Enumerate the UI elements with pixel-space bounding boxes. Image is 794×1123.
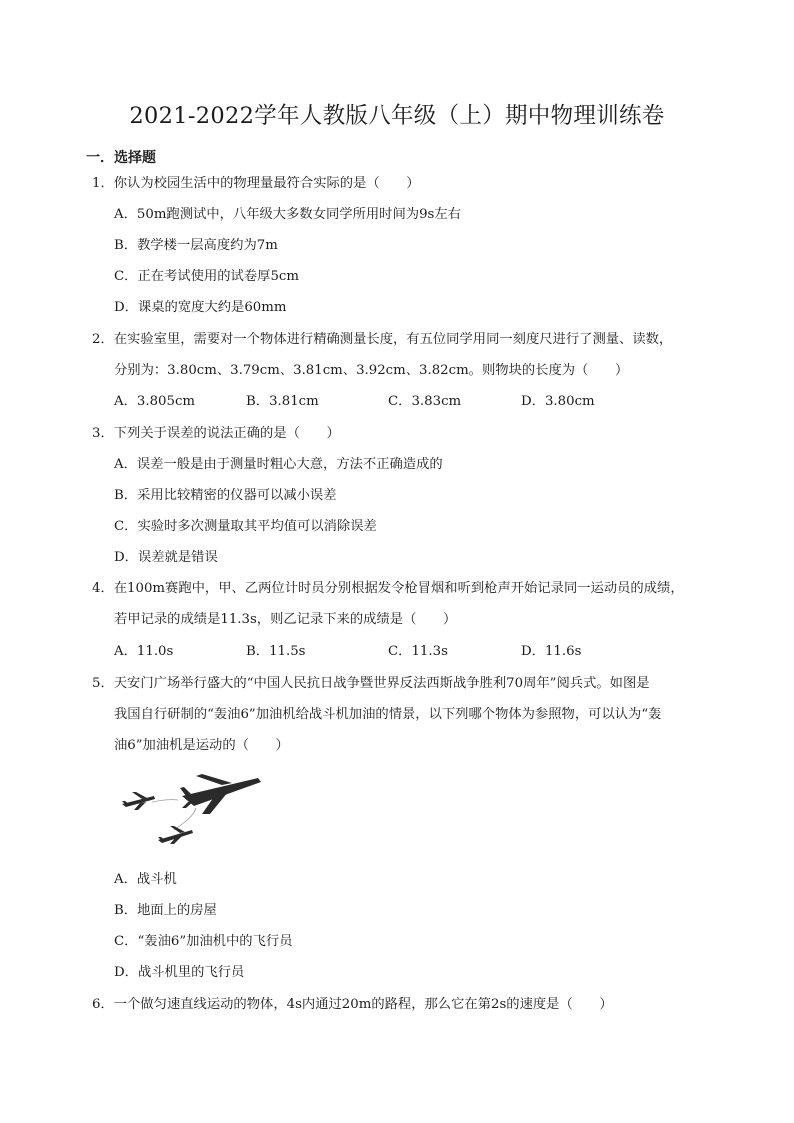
question-4-stem-line-2: 若甲记录的成绩是11.3s，则乙记录下来的成绩是（ ） (114, 612, 457, 627)
question-2-option-a: A．3.805cm (114, 394, 196, 409)
question-2-option-b: B．3.81cm (246, 394, 319, 409)
question-3-option-d: D．误差就是错误 (114, 550, 218, 565)
section-heading: 一．选择题 (86, 150, 156, 166)
question-2-option-d: D．3.80cm (521, 394, 595, 409)
question-4-option-a: A．11.0s (114, 644, 174, 659)
question-4-option-d: D．11.6s (521, 644, 582, 659)
refueling-aircraft-icon (118, 770, 264, 846)
question-1-option-c: C．正在考试使用的试卷厚5cm (114, 269, 299, 284)
question-2-stem-line-1: 2．在实验室里，需要对一个物体进行精确测量长度，有五位同学用同一刻度尺进行了测量、读数， (92, 332, 673, 347)
question-1-stem: 1．你认为校园生活中的物理量最符合实际的是（ ） (92, 176, 420, 191)
question-2-stem-line-2: 分别为：3.80cm、3.79cm、3.81cm、3.92cm、3.82cm。则物块的长度为（ ） (114, 363, 629, 378)
question-3-option-b: B．采用比较精密的仪器可以减小误差 (114, 488, 337, 503)
question-3-option-a: A．误差一般是由于测量时粗心大意，方法不正确造成的 (114, 457, 443, 472)
question-1-option-b: B．教学楼一层高度约为7m (114, 238, 278, 253)
question-5-stem-line-3: 油6”加油机是运动的（ ） (114, 738, 289, 753)
question-4-stem-line-1: 4．在100m赛跑中，甲、乙两位计时员分别根据发令枪冒烟和听到枪声开始记录同一运动员的成绩， (92, 581, 684, 596)
question-5-stem-line-1: 5．天安门广场举行盛大的“中国人民抗日战争暨世界反法西斯战争胜利70周年”阅兵式。如图是 (92, 676, 650, 691)
question-5-option-a: A．战斗机 (114, 872, 177, 887)
page-title: 2021-2022学年人教版八年级（上）期中物理训练卷 (129, 103, 665, 129)
question-5-option-c: C．“轰油6”加油机中的飞行员 (114, 934, 293, 949)
question-2-option-c: C．3.83cm (388, 394, 462, 409)
question-1-option-a: A．50m跑测试中，八年级大多数女同学所用时间为9s左右 (114, 207, 461, 222)
question-5-option-d: D．战斗机里的飞行员 (114, 965, 245, 980)
question-4-option-c: C．11.3s (388, 644, 448, 659)
question-6-stem: 6．一个做匀速直线运动的物体，4s内通过20m的路程，那么它在第2s的速度是（ ） (92, 997, 613, 1012)
question-3-option-c: C．实验时多次测量取其平均值可以消除误差 (114, 519, 377, 534)
question-5-stem-line-2: 我国自行研制的“轰油6”加油机给战斗机加油的情景，以下列哪个物体为参照物，可以认为“轰 (114, 707, 662, 722)
question-3-stem: 3．下列关于误差的说法正确的是（ ） (92, 426, 340, 441)
question-5-option-b: B．地面上的房屋 (114, 903, 217, 918)
question-1-option-d: D．课桌的宽度大约是60mm (114, 300, 287, 315)
question-4-option-b: B．11.5s (246, 644, 306, 659)
